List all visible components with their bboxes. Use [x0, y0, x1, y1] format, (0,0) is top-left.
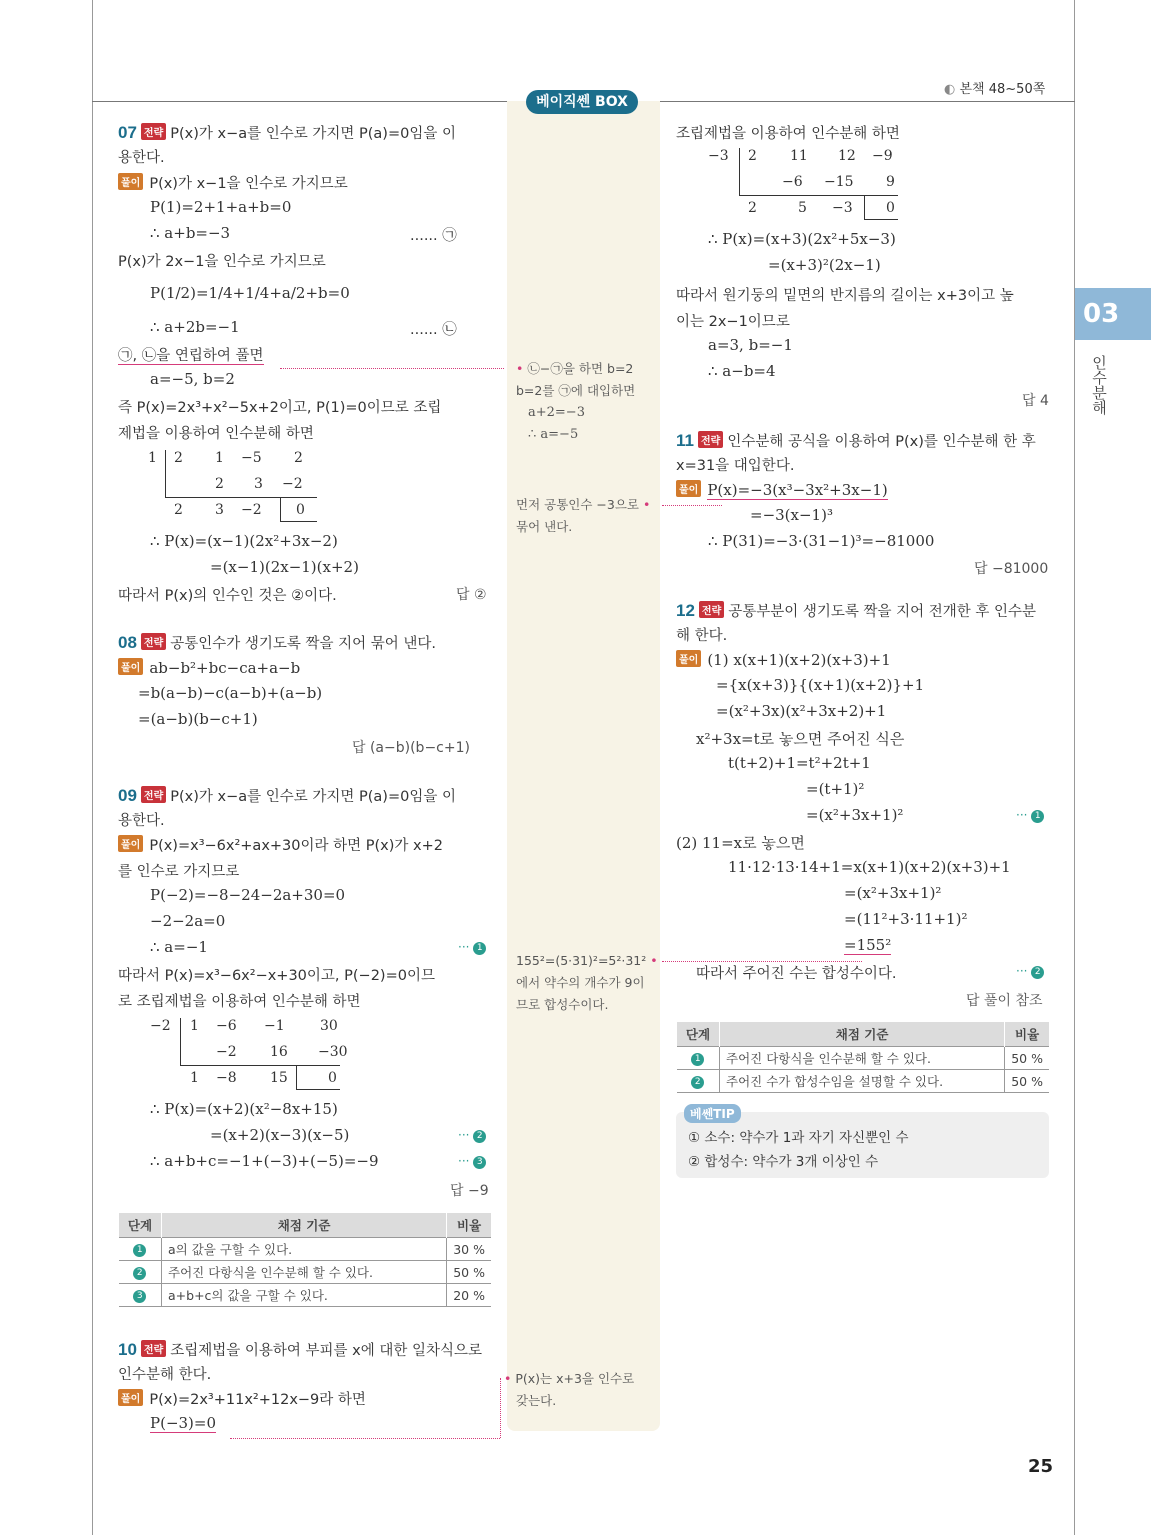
problem-07-line13: 따라서 P(x)의 인수인 것은 ②이다.	[118, 588, 337, 604]
problem-08-line1: 풀이 ab−b²+bc−ca+a−b	[118, 658, 300, 677]
connector	[500, 1378, 501, 1438]
problem-09-line1: 풀이 P(x)=x³−6x²+ax+30이라 하면 P(x)가 x+2	[118, 834, 443, 855]
problem-10-right4: 따라서 원기둥의 밑면의 반지름의 길이는 x+3이고 높	[676, 288, 1014, 304]
connector	[280, 368, 504, 369]
problem-10-strategy-2: 인수분해 한다.	[118, 1367, 212, 1383]
problem-12-line4: x²+3x=t로 놓으면 주어진 식은	[696, 730, 905, 748]
step-mark-2: ··· 2	[1016, 964, 1044, 979]
problem-10-right6: a=3, b=−1	[708, 336, 793, 354]
connector	[662, 505, 722, 506]
problem-07-line2: P(1)=2+1+a+b=0	[150, 198, 292, 216]
problem-09-line8: ∴ P(x)=(x+2)(x²−8x+15)	[150, 1100, 338, 1118]
side-column	[507, 101, 660, 1431]
answer-07: 답 ②	[456, 587, 487, 603]
side-note-11: 먼저 공통인수 −3으로 • 묶어 낸다.	[516, 497, 651, 534]
problem-12-strategy-2: 해 한다.	[676, 628, 728, 644]
problem-10-right5: 이는 2x−1이므로	[676, 314, 790, 330]
step-mark-1: ··· 1	[1016, 808, 1044, 823]
problem-10-right2: ∴ P(x)=(x+3)(2x²+5x−3)	[708, 230, 896, 248]
problem-09-line6: 따라서 P(x)=x³−6x²−x+30이고, P(−2)=0이므	[118, 968, 435, 984]
synthetic-division-10: −3 2 11 12 −9 −6 −15 9 2 5 −3 0	[708, 148, 898, 220]
rubric-row: 3 a+b+c의 값을 구할 수 있다. 20 %	[119, 1284, 492, 1307]
problem-08-strategy: 08 전략 공통인수가 생기도록 짝을 지어 묶어 낸다.	[118, 633, 437, 652]
side-note-10: • P(x)는 x+3을 인수로 갖는다.	[504, 1371, 635, 1408]
problem-12-line10: =(x²+3x+1)²	[844, 884, 942, 902]
problem-11-line3: ∴ P(31)=−3·(31−1)³=−81000	[708, 532, 935, 550]
step-mark-2: ··· 2	[458, 1128, 486, 1143]
problem-11-line2: =−3(x−1)³	[750, 506, 833, 524]
problem-12-line5: t(t+2)+1=t²+2t+1	[728, 754, 871, 772]
problem-09-line9: =(x+2)(x−3)(x−5)	[210, 1126, 350, 1144]
problem-09-line5: ∴ a=−1	[150, 938, 208, 956]
problem-09-line7: 로 조립제법을 이용하여 인수분해 하면	[118, 994, 361, 1010]
chapter-title: 인수분해	[1090, 355, 1108, 415]
problem-09-line3: P(−2)=−8−24−2a+30=0	[150, 886, 346, 904]
box-title: 베이직쎈 BOX	[526, 90, 638, 114]
problem-07-line11: ∴ P(x)=(x−1)(2x²+3x−2)	[150, 532, 338, 550]
step-mark-3: ··· 3	[458, 1154, 486, 1169]
rubric-table-09: 단계 채점 기준 비율 1 a의 값을 구할 수 있다. 30 % 2 주어진 다항식을 인수분해 할 수 있다. 50 % 3 a+b+c의 값을 구할 수 있다. 20 %	[118, 1213, 491, 1307]
synthetic-division-09: −2 1 −6 −1 30 −2 16 −30 1 −8 15 0	[150, 1018, 340, 1090]
answer-10: 답 4	[1022, 393, 1049, 409]
problem-07-strategy-2: 용한다.	[118, 150, 165, 166]
problem-09-line4: −2−2a=0	[150, 912, 226, 930]
step-mark-1: ··· 1	[458, 940, 486, 955]
problem-10-line2: P(−3)=0	[150, 1414, 217, 1432]
problem-07-line4: P(x)가 2x−1을 인수로 가지므로	[118, 254, 326, 270]
answer-12: 답 풀이 참조	[966, 993, 1043, 1009]
problem-11-line1: 풀이 P(x)=−3(x³−3x²+3x−1)	[676, 480, 888, 499]
problem-07-strategy: 07 전략 P(x)가 x−a를 인수로 가지면 P(a)=0임을 이	[118, 123, 456, 142]
rubric-row: 2 주어진 다항식을 인수분해 할 수 있다. 50 %	[119, 1261, 492, 1284]
rubric-row: 1 주어진 다항식을 인수분해 할 수 있다. 50 %	[677, 1047, 1050, 1070]
problem-11-strategy: 11 전략 인수분해 공식을 이용하여 P(x)를 인수분해 한 후	[676, 431, 1036, 450]
answer-11: 답 −81000	[974, 561, 1049, 577]
answer-09: 답 −9	[450, 1183, 489, 1199]
eq-label-1: ...... ㉠	[410, 228, 457, 244]
problem-12-line2: ={x(x+3)}{(x+1)(x+2)}+1	[716, 676, 925, 694]
problem-07-line1: 풀이 P(x)가 x−1을 인수로 가지므로	[118, 172, 348, 193]
problem-09-strategy-2: 용한다.	[118, 813, 165, 829]
problem-08-line3: =(a−b)(b−c+1)	[138, 710, 258, 728]
rubric-row: 1 a의 값을 구할 수 있다. 30 %	[119, 1238, 492, 1261]
problem-12-line7: =(x²+3x+1)²	[806, 806, 904, 824]
chapter-tab: 03	[1075, 288, 1151, 340]
problem-07-line3: ∴ a+b=−3	[150, 224, 231, 242]
problem-12-strategy: 12 전략 공통부분이 생기도록 짝을 지어 전개한 후 인수분	[676, 601, 1037, 620]
problem-09-strategy: 09 전략 P(x)가 x−a를 인수로 가지면 P(a)=0임을 이	[118, 786, 456, 805]
tip-title: 베쎈TIP	[684, 1104, 741, 1123]
page-reference: ◐ 본책 48~50쪽	[944, 82, 1046, 97]
problem-12-line6: =(t+1)²	[806, 780, 865, 798]
problem-07-line12: =(x−1)(2x−1)(x+2)	[210, 558, 359, 576]
answer-08: 답 (a−b)(b−c+1)	[352, 740, 470, 756]
problem-10-right3: =(x+3)²(2x−1)	[768, 256, 881, 274]
problem-10-right7: ∴ a−b=4	[708, 362, 776, 380]
eq-label-2: ...... ㉡	[410, 322, 457, 338]
problem-07-line10: 제법을 이용하여 인수분해 하면	[118, 426, 314, 442]
problem-09-line2: 를 인수로 가지므로	[118, 864, 240, 880]
problem-09-line10: ∴ a+b+c=−1+(−3)+(−5)=−9	[150, 1152, 379, 1170]
rubric-table-12: 단계 채점 기준 비율 1 주어진 다항식을 인수분해 할 수 있다. 50 % 2 주어진 수가 합성수임을 설명할 수 있다. 50 %	[676, 1022, 1049, 1093]
connector	[230, 1438, 500, 1439]
synthetic-division-07: 1 2 1 −5 2 2 3 −2 2 3 −2 0	[148, 450, 318, 522]
page-number: 25	[1028, 1456, 1054, 1477]
problem-07-line6: ∴ a+2b=−1	[150, 318, 240, 336]
tip-line2: ② 합성수: 약수가 3개 이상인 수	[688, 1154, 879, 1170]
problem-12-line13: 따라서 주어진 수는 합성수이다.	[696, 966, 897, 982]
problem-08-line2: =b(a−b)−c(a−b)+(a−b)	[138, 684, 323, 702]
problem-12-line3: =(x²+3x)(x²+3x+2)+1	[716, 702, 887, 720]
problem-07-line5: P(1/2)=1/4+1/4+a/2+b=0	[150, 284, 350, 302]
problem-07-line8: a=−5, b=2	[150, 370, 235, 388]
problem-12-line8: (2) 11=x로 놓으면	[676, 834, 805, 852]
problem-07-line9: 즉 P(x)=2x³+x²−5x+2이고, P(1)=0이므로 조립	[118, 400, 442, 416]
problem-11-strategy-2: x=31을 대입한다.	[676, 458, 795, 474]
problem-10-strategy: 10 전략 조립제법을 이용하여 부피를 x에 대한 일차식으로	[118, 1340, 483, 1359]
problem-12-line12: =155²	[844, 936, 892, 954]
problem-12-line9: 11·12·13·14+1=x(x+1)(x+2)(x+3)+1	[728, 858, 1011, 876]
problem-10-right1: 조립제법을 이용하여 인수분해 하면	[676, 126, 900, 142]
problem-07-line7: ㉠, ㉡을 연립하여 풀면	[118, 348, 264, 364]
problem-12-line11: =(11²+3·11+1)²	[844, 910, 968, 928]
side-note-12: 155²=(5·31)²=5²·31² • 에서 약수의 개수가 9이 므로 합성수이다.	[516, 953, 658, 1012]
problem-12-line1: 풀이 (1) x(x+1)(x+2)(x+3)+1	[676, 650, 891, 669]
book-icon: ◐	[944, 82, 960, 97]
tip-line1: ① 소수: 약수가 1과 자기 자신뿐인 수	[688, 1130, 909, 1146]
side-note-07: • ㉡−㉠을 하면 b=2 b=2를 ㉠에 대입하면 a+2=−3 ∴ a=−5	[516, 361, 636, 442]
rubric-row: 2 주어진 수가 합성수임을 설명할 수 있다. 50 %	[677, 1070, 1050, 1093]
problem-10-line1: 풀이 P(x)=2x³+11x²+12x−9라 하면	[118, 1388, 366, 1409]
